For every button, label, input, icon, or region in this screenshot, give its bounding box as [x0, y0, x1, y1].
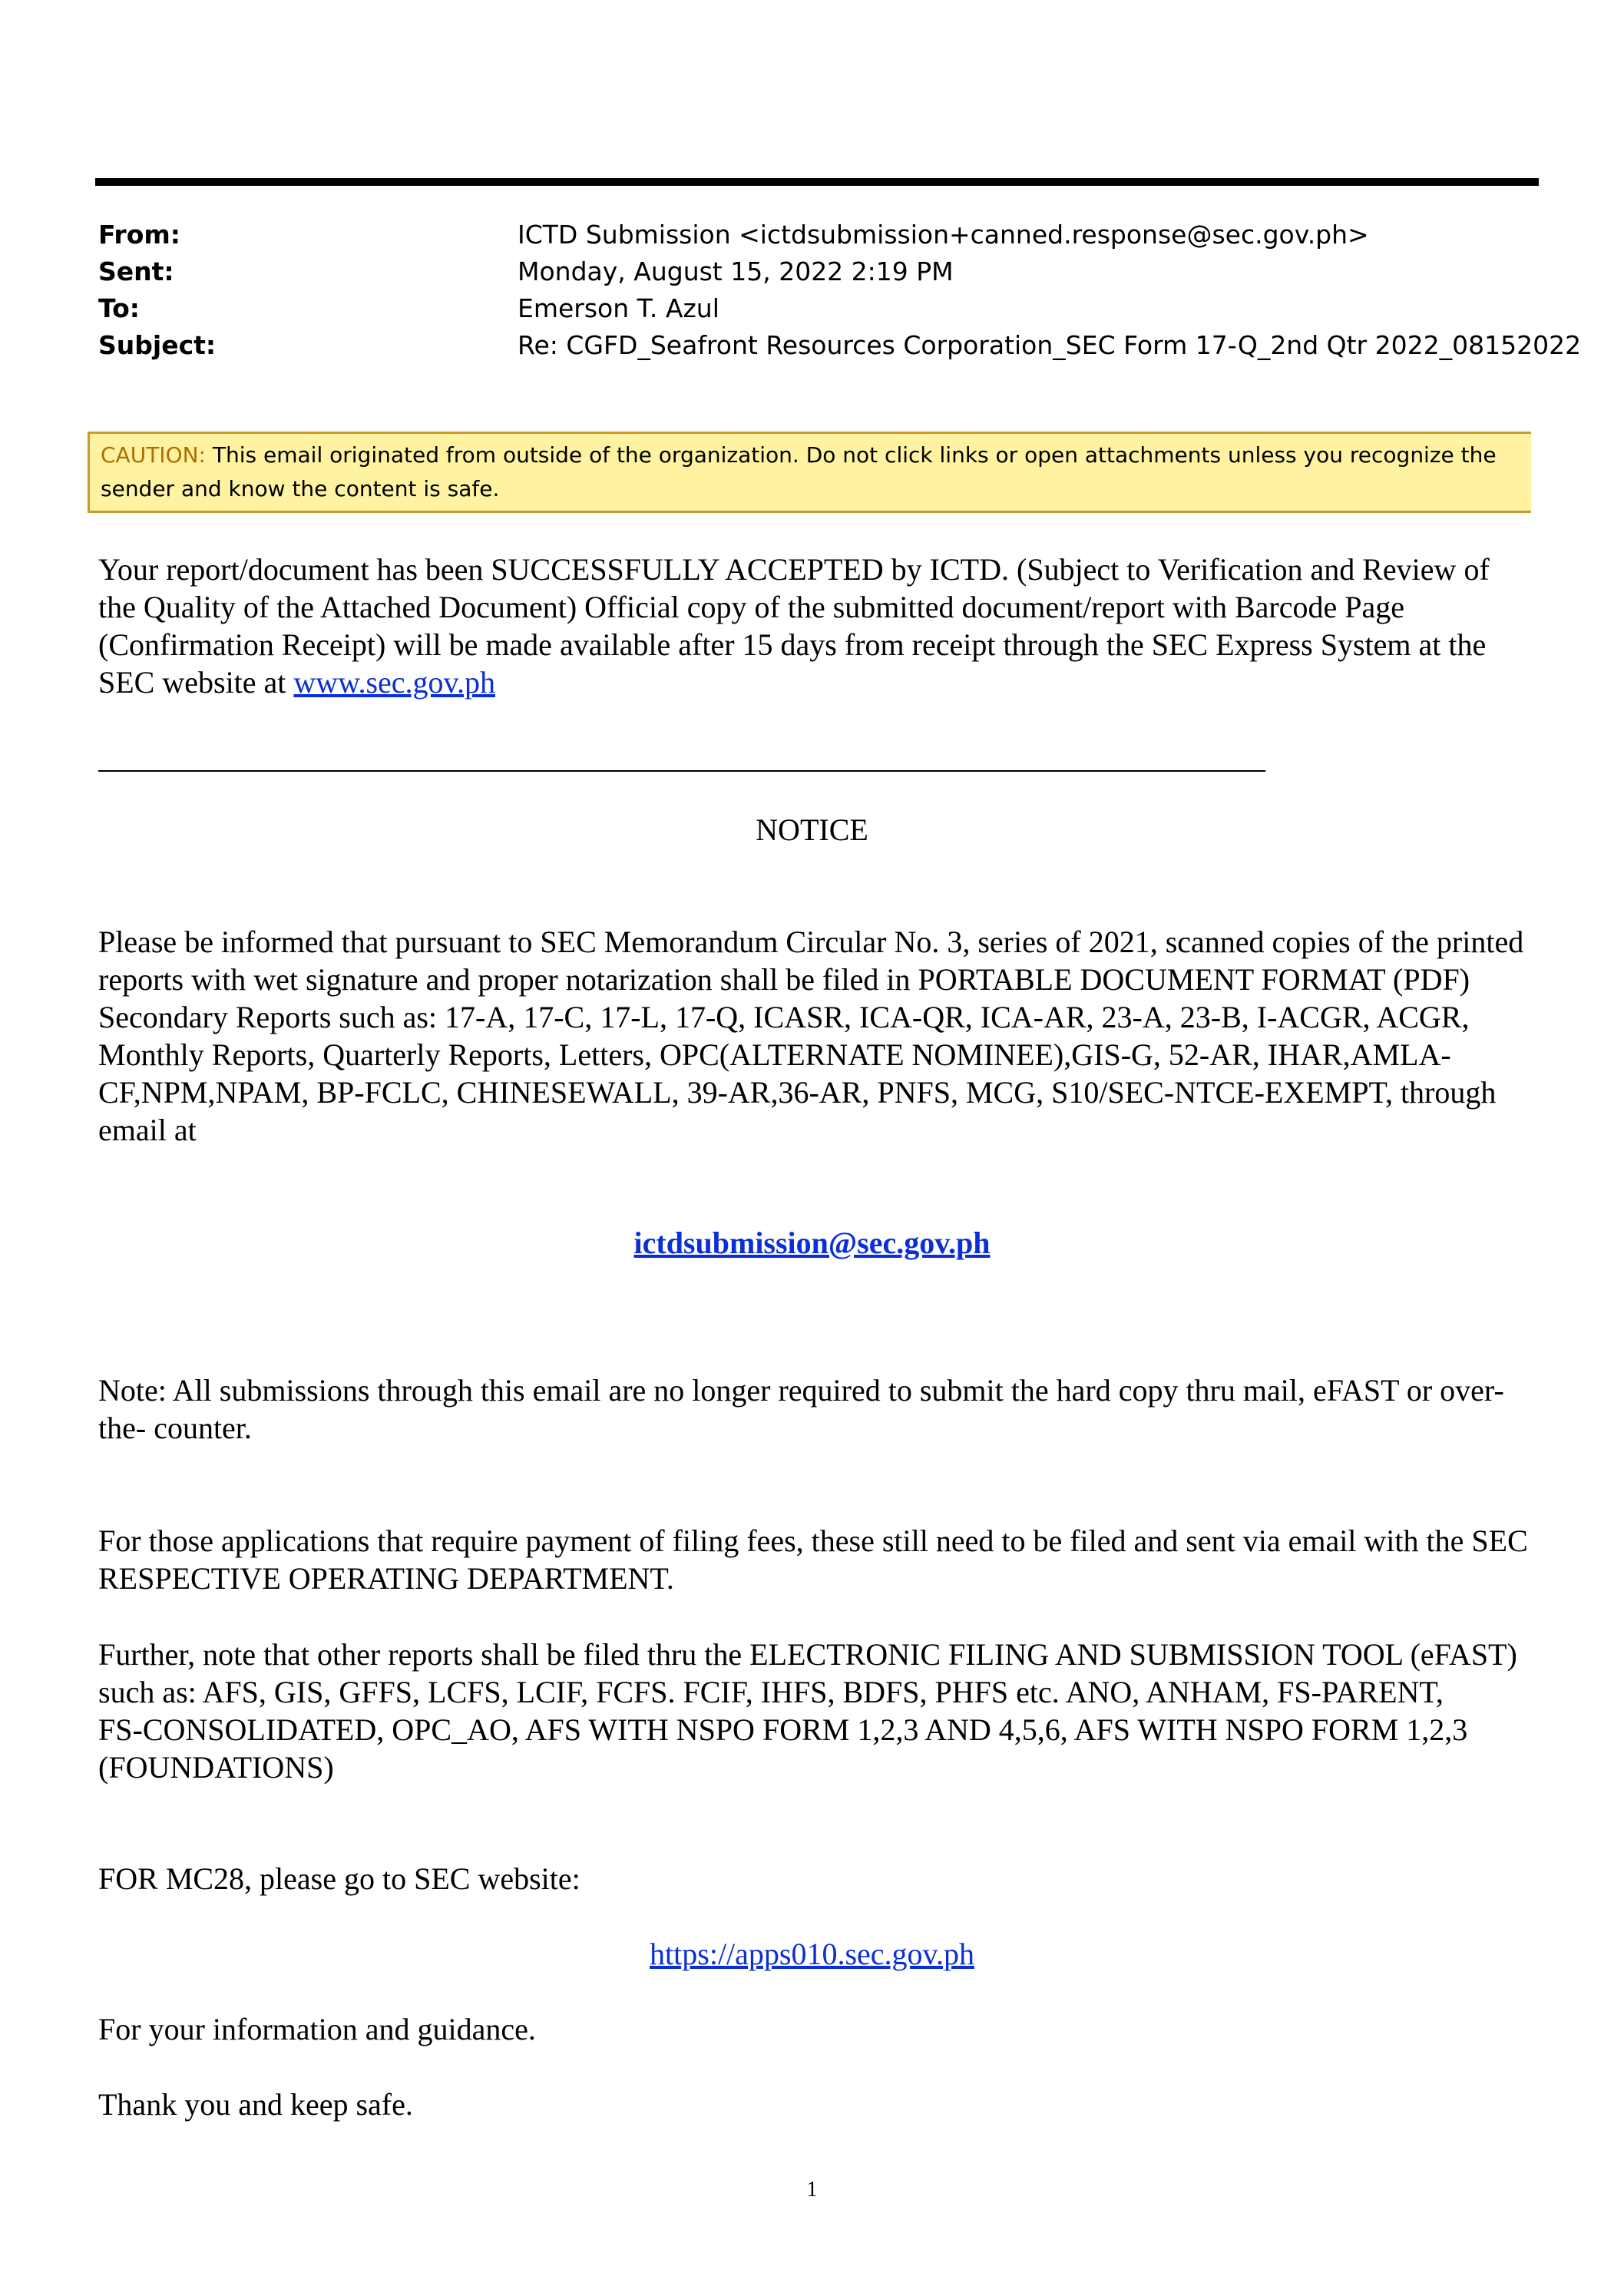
- submission-email-link[interactable]: ictdsubmission@sec.gov.ph: [633, 1226, 991, 1260]
- to-row: [98, 290, 719, 327]
- guidance-paragraph: For your information and guidance.: [98, 2012, 536, 2046]
- mc28-url-wrapper: [0, 1935, 1624, 1973]
- from-value: ICTD Submission <ictdsubmission+canned.response@sec.gov.ph>: [518, 220, 1369, 250]
- divider-line: ____________________________________________________________________________: [98, 740, 1265, 775]
- submission-email-wrapper: [0, 1224, 1624, 1262]
- caution-text: This email originated from outside of the organization. Do not click links or open attachments unless you recognize the sender and know the content is safe.: [101, 442, 1497, 501]
- closing-paragraph: Thank you and keep safe.: [98, 2087, 413, 2122]
- notice-paragraph: Please be informed that pursuant to SEC Memorandum Circular No. 3, series of 2021, scanned copies of the printed reports with wet signature and proper notarization shall be filed in PORTABLE DOCUMENT FORMAT (PDF) Secondary Reports such as: 17-A, 17-C, 17-L, 17-Q, ICASR, ICA-QR, ICA-AR, 23-A, 23-B, I-ACGR, ACGR, Monthly Reports, Quarterly Reports, Letters, OPC(ALTERNATE NOMINEE),GIS-G, 52-AR, IHAR,AMLA-CF,NPM,NPAM, BP-FCLC, CHINESEWALL, 39-AR,36-AR, PNFS, MCG, S10/SEC-NTCE-EXEMPT, through email at: [98, 925, 1524, 1147]
- sec-website-link[interactable]: www.sec.gov.ph: [293, 665, 495, 700]
- subject-label: Subject:: [98, 330, 217, 360]
- subject-row: [98, 327, 1582, 364]
- efast-paragraph: [98, 1636, 1542, 1786]
- to-value: Emerson T. Azul: [518, 293, 719, 323]
- caution-banner: [88, 432, 1531, 513]
- acceptance-text: Your report/document has been SUCCESSFULLY ACCEPTED by ICTD. (Subject to Verification and Review of the Quality of the Attached Document) Official copy of the submitted document/report with Barcode Page (Confirmation Receipt) will be made available after 15 days from receipt through the SEC Express System at the SEC website at: [98, 552, 1490, 700]
- mc28-url-link[interactable]: https://apps010.sec.gov.ph: [650, 1937, 974, 1971]
- filing-fees-paragraph: For those applications that require payment of filing fees, these still need to be filed and sent via email with the SEC RESPECTIVE OPERATING DEPARTMENT.: [98, 1523, 1528, 1596]
- sent-label: Sent:: [98, 256, 174, 286]
- acceptance-paragraph: [98, 551, 1526, 701]
- note-paragraph: Note: All submissions through this email are no longer required to submit the hard copy thru mail, eFAST or over- the- counter.: [98, 1373, 1504, 1445]
- to-label: To:: [98, 293, 140, 323]
- from-label: From:: [98, 220, 180, 250]
- caution-tag: CAUTION:: [101, 442, 206, 468]
- efast-line-1: Further, note that other reports shall be filed thru the ELECTRONIC FILING AND SUBMISSION TOOL (eFAST) such as: AFS, GIS, GFFS, LCFS, LCIF, FCFS. FCIF, IHFS, BDFS, PHFS etc. ANO, ANHAM, FS-PARENT,: [98, 1637, 1517, 1709]
- mc28-paragraph: FOR MC28, please go to SEC website:: [98, 1861, 580, 1896]
- sent-row: [98, 253, 954, 290]
- subject-value: Re: CGFD_Seafront Resources Corporation_SEC Form 17-Q_2nd Qtr 2022_08152022: [518, 330, 1582, 360]
- efast-line-2: FS-CONSOLIDATED, OPC_AO, AFS WITH NSPO FORM 1,2,3 AND 4,5,6, AFS WITH NSPO FORM 1,2,3 (FOUNDATIONS): [98, 1712, 1468, 1785]
- from-row: [98, 217, 1369, 253]
- notice-title: NOTICE: [756, 812, 868, 847]
- sent-value: Monday, August 15, 2022 2:19 PM: [518, 256, 954, 286]
- header-top-rule: [95, 178, 1539, 186]
- page-number: 1: [806, 2178, 818, 2202]
